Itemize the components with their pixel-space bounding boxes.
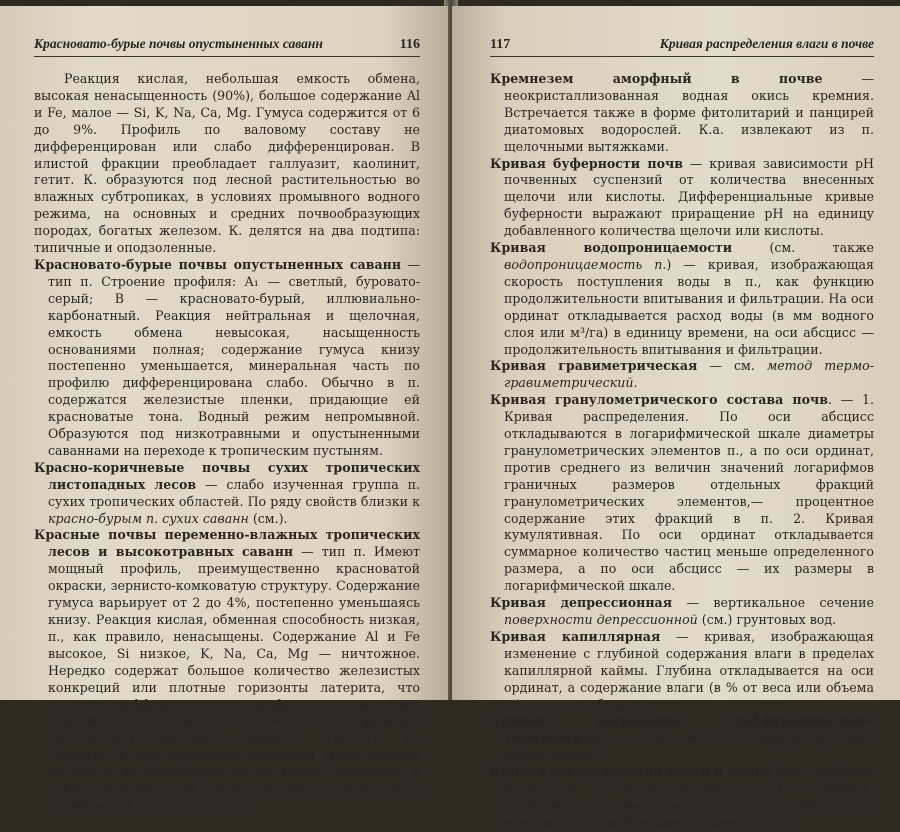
cross-reference: красно-бурым п. сухих саванн [48,510,249,526]
dictionary-entry: Кривая гравиметрическая — см. метод термо-гравиметрический. [490,358,874,391]
dictionary-entry: Кривая водопроницаемости (см. также водопроницаемость п.) — кривая, изображающая скорость поступления воды в п., как функцию продолжительности впитывания и фильтрации. На оси ординат откладывается расход воды (в мм водного слоя или м³/га) в единицу времени, на оси абсцисс — продолжительность впитывания и фильтрации. [490,240,874,357]
dictionary-entry: Красные почвы переменно-влажных тропических лесов и высокотравных саванн — тип п. Имеют мощный профиль, преимущественно красноватой окраски, зернисто-комковатую структуру. Содержание гумуса варьирует от 2 до 4%, постепенно уменьшаясь книзу. Реакция кислая, обменная способность низкая, п., как правило, ненасыщены. Содержание Al и Fe высокое, Si низкое, K, Na, Ca, Mg — ничтожное. Нередко содержат большое количество железистых конкреций или плотные горизонты латерита, что создает дифференциацию профиля по валовому содержанию железа. В составе илистой фракции господствует каолинит, имеется гиббсит. П. образуются под переменно-влажными тропическими лесами и возникающими на их месте саваннами, а также нередко при смене влажно-луговых лесов травянистой растительностью. [34,527,420,813]
entry-term: Кривая гравиметрическая [490,358,698,374]
entry-term: Кривая гранулометрического состава почв [490,392,828,408]
left-header-title: Красновато-бурые почвы опустыненных саванн [34,36,323,51]
right-page [452,6,900,830]
right-page-number: 117 [490,37,511,52]
entry-term: Кривая депрессионная [490,595,673,611]
entry-term: Кривая нагревания дифференциально-термическая [490,713,874,746]
cross-reference: водопроницаемость п. [504,256,667,272]
dictionary-entry: Кривая буферности почв — кривая зависимости pH почвенных суспензий от количества внесенных щелочи или кислоты. Дифференциальные кривые буферности выражают приращение pH на единицу добавленного количества щелочи или кислоты. [490,155,874,239]
dictionary-entry: Кривая капиллярная — кривая, изображающая изменение с глубиной содержания влаги в пределах капиллярной каймы. Глубина откладывается на оси ординат, а содержание влаги (в % от веса или объема п.) — на оси абсцисс. [490,628,874,712]
dictionary-entry: Кривая депрессионная — вертикальное сечение поверхности депрессионной (см.) грунтовых вод. [490,595,874,627]
dictionary-entry: Кривая нагревания дифференциально-термическая — см. метод дифференциально-термический. [490,713,874,763]
dictionary-entry: Кривая гранулометрического состава почв. — 1. Кривая распределения. По оси абсцисс откладываются в логарифмической шкале диаметры гранулометрических элементов п., а по оси ординат, против среднего из величин значений логарифмов граничных размеров отдельных фракций гранулометрических элементов,— процентное содержание этих фракций в п. 2. Кривая кумулятивная. По оси ординат откладывается суммарное количество частиц меньше определенного размера, а по оси абсцисс — их размеры в логарифмической шкале. [490,392,874,594]
right-page-body [490,71,874,832]
dictionary-entry: Кремнезем аморфный в почве — неокристаллизованная водная окись кремния. Встречается также в форме фитолитарий и панцирей диатомовых водорослей. К.а. извлекают из п. щелочными вытяжками. [490,71,874,154]
left-page-body [34,71,420,815]
right-header-title: Кривая распределения влаги в почве [659,36,874,51]
entry-term: Кривая распределения влаги в почве [490,764,772,780]
entry-term: Кривая буферности почв [490,155,683,171]
entry-term: Кривая водопроницаемости [490,240,733,256]
left-page-number: 116 [399,37,420,52]
dictionary-entry: Красно-коричневые почвы сухих тропических листопадных лесов — слабо изученная группа п. сухих тропических областей. По ряду свойств близки к красно-бурым п. сухих саванн (см.). [34,459,420,526]
entry-term: Красные почвы переменно-влажных тропических лесов и высокотравных саванн [34,527,420,560]
dictionary-entry: Кривая распределения влаги в почве (син.: профиль влажности п.; эпюра влажности п.) — кривая, изображающая изменение влажности в профиле п., т. е. влажность как функцию глубины. По оси [490,764,874,830]
entry-term: Кремнезем аморфный в почве [490,71,823,86]
paragraph: Реакция кислая, небольшая емкость обмена, высокая ненасыщенность (90%), большое содержание Al и Fe, малое — Si, K, Na, Ca, Mg. Гумуса содержится от 6 до 9%. Профиль по валовому составу не дифференцирован или слабо дифференцирован. В илистой фракции преобладает галлуазит, каолинит, гетит. К. образуются под лесной растительностью во влажных субтропиках, в условиях промывного водного режима, на основных и средних почвообразующих породах, богатых железом. К. делятся на два подтипа: типичные и оподзоленные. [34,71,420,256]
left-page [0,6,448,813]
left-running-header [34,36,420,57]
entry-term: Красно-коричневые почвы сухих тропических листопадных лесов [34,459,420,492]
cross-reference: метод термо-гравиметрический [504,358,874,391]
dictionary-entry: Красновато-бурые почвы опустыненных саванн — тип п. Строение профиля: A₁ — светлый, буровато-серый; В — красновато-бурый, иллювиально-карбонатный. Реакция нейтральная и щелочная, емкость обмена невысокая, насыщенность основаниями полная; содержание гумуса книзу постепенно уменьшается, минеральная часть по профилю дифференцирована слабо. Обычно в п. содержатся железистые пленки, придающие ей красноватые тона. Водный режим непромывной. Образуются под низкотравными и опустыненными саваннами на переходе к тропическим пустыням. [34,256,420,458]
entry-term: Кривая капиллярная [490,628,661,644]
cross-reference: поверхности депрессионной [504,612,698,627]
entry-term: Красновато-бурые почвы опустыненных саванн [34,256,402,272]
cross-reference: метод дифференциально-термический [504,730,874,763]
right-running-header [490,36,874,57]
